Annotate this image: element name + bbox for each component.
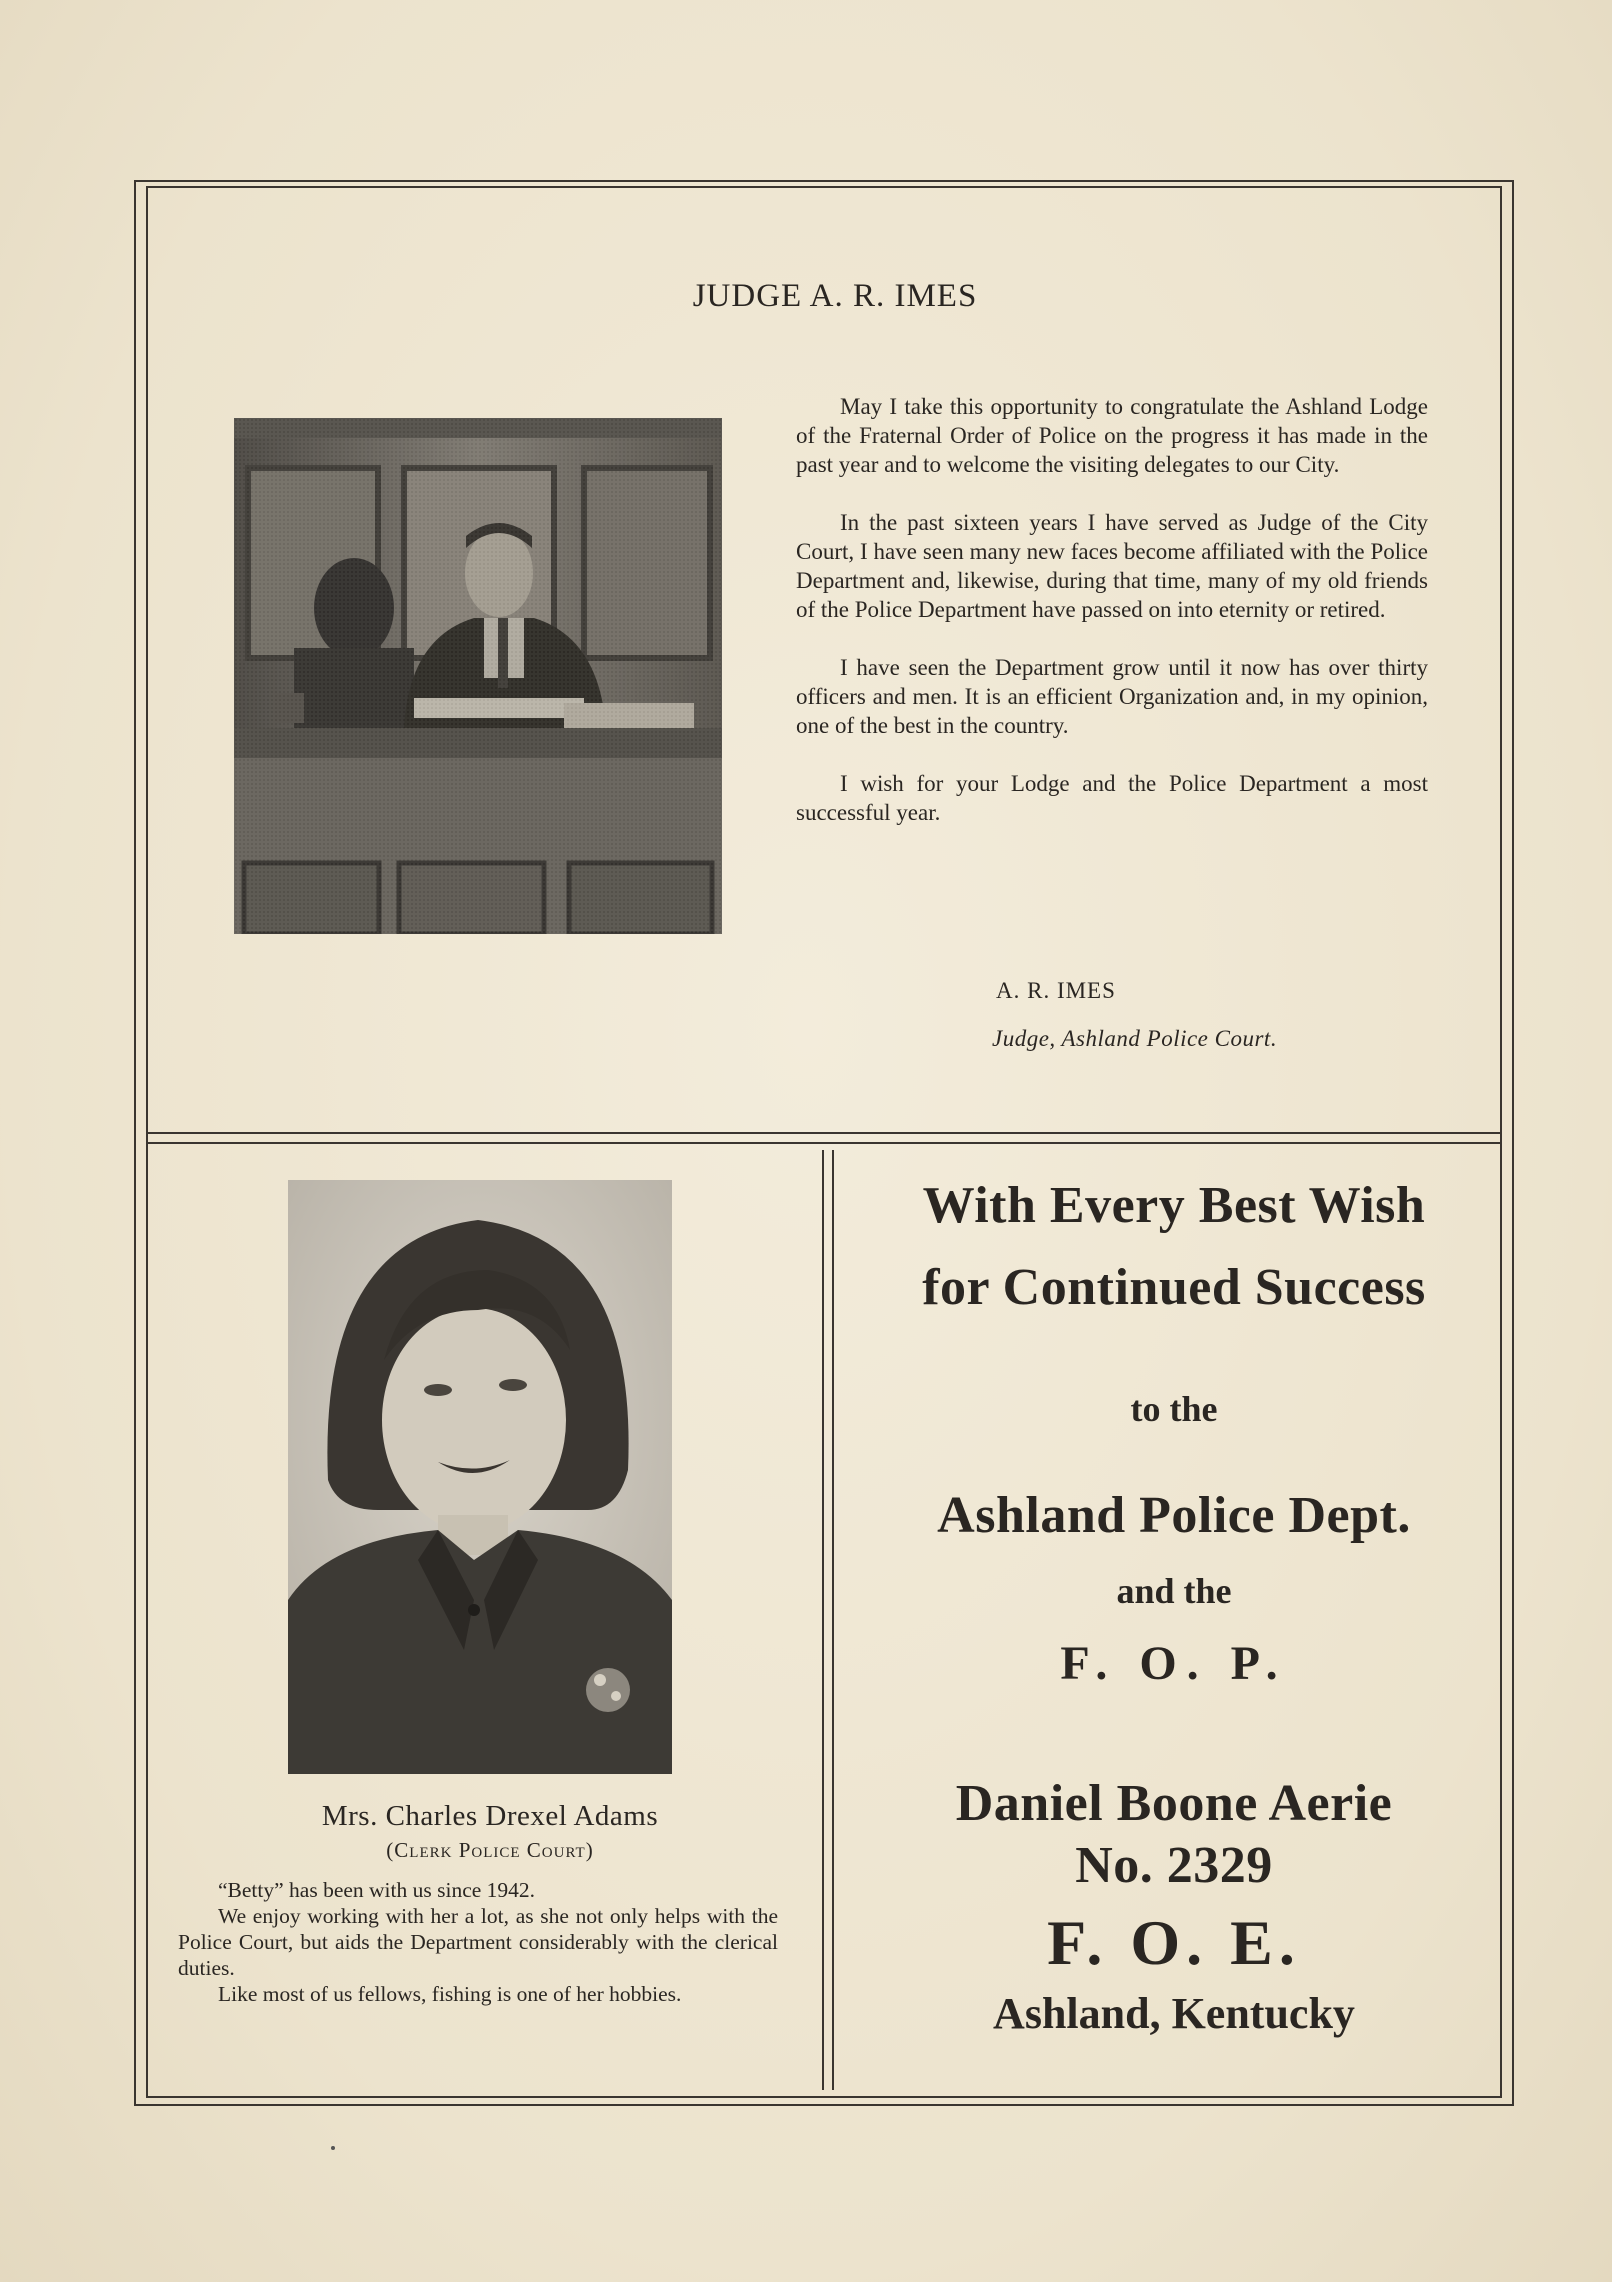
- column-divider-right: [832, 1150, 834, 2090]
- clerk-photo: [288, 1180, 672, 1774]
- ad-line-foe: F. O. E.: [1047, 1907, 1301, 1978]
- ad-line-police-dept: Ashland Police Dept.: [937, 1487, 1411, 1544]
- letter-paragraph: I have seen the Department grow until it now has over thirty officers and men. It is an efficient Organization and, in my opinion, one of the best in the country.: [796, 655, 1428, 738]
- letter-paragraph: May I take this opportunity to congratulate the Ashland Lodge of the Fraternal Order of Police on the progress it has made in the past year and to welcome the visiting delegates to our City.: [796, 394, 1428, 477]
- letter-paragraph: I wish for your Lodge and the Police Department a most successful year.: [796, 771, 1428, 825]
- column-divider-left: [822, 1150, 824, 2090]
- judge-photo-icon: [234, 418, 722, 934]
- clerk-name: Mrs. Charles Drexel Adams: [321, 1800, 659, 1832]
- clerk-role: (Clerk Police Court): [386, 1838, 594, 1862]
- section-divider-bottom: [146, 1142, 1502, 1144]
- judge-letter: [796, 392, 1428, 856]
- ad-line-and-the: and the: [1116, 1571, 1232, 1611]
- print-speck: [331, 2146, 335, 2150]
- ad-line-daniel-boone-aerie: Daniel Boone Aerie: [955, 1775, 1393, 1832]
- section-divider-top: [146, 1132, 1502, 1134]
- ad-line-best-wish: With Every Best Wish: [922, 1177, 1426, 1234]
- letter-paragraph: In the past sixteen years I have served as Judge of the City Court, I have seen many new faces become affiliated with the Police Department and, likewise, during that time, many of my old friends of the Police Department have passed on into eternity or retired.: [796, 510, 1428, 622]
- clerk-bio: [178, 1877, 778, 2007]
- bio-paragraph: “Betty” has been with us since 1942.: [218, 1878, 536, 1902]
- clerk-photo-icon: [288, 1180, 672, 1774]
- judge-photo: [234, 418, 722, 934]
- ad-line-to-the: to the: [1130, 1389, 1218, 1429]
- bio-paragraph: We enjoy working with her a lot, as she not only helps with the Police Court, but aids the Department considerably with the clerical duties.: [178, 1904, 778, 1980]
- ad-line-fop: F. O. P.: [1060, 1637, 1288, 1690]
- ad-line-continued-success: for Continued Success: [922, 1259, 1426, 1316]
- ad-line-location: Ashland, Kentucky: [993, 1989, 1355, 2038]
- ad-line-aerie-number: No. 2329: [1075, 1837, 1273, 1894]
- judge-heading: JUDGE A. R. IMES: [692, 278, 978, 314]
- signature-title: Judge, Ashland Police Court.: [992, 1026, 1278, 1051]
- signature-name: A. R. IMES: [996, 978, 1116, 1003]
- bio-paragraph: Like most of us fellows, fishing is one of her hobbies.: [218, 1982, 682, 2006]
